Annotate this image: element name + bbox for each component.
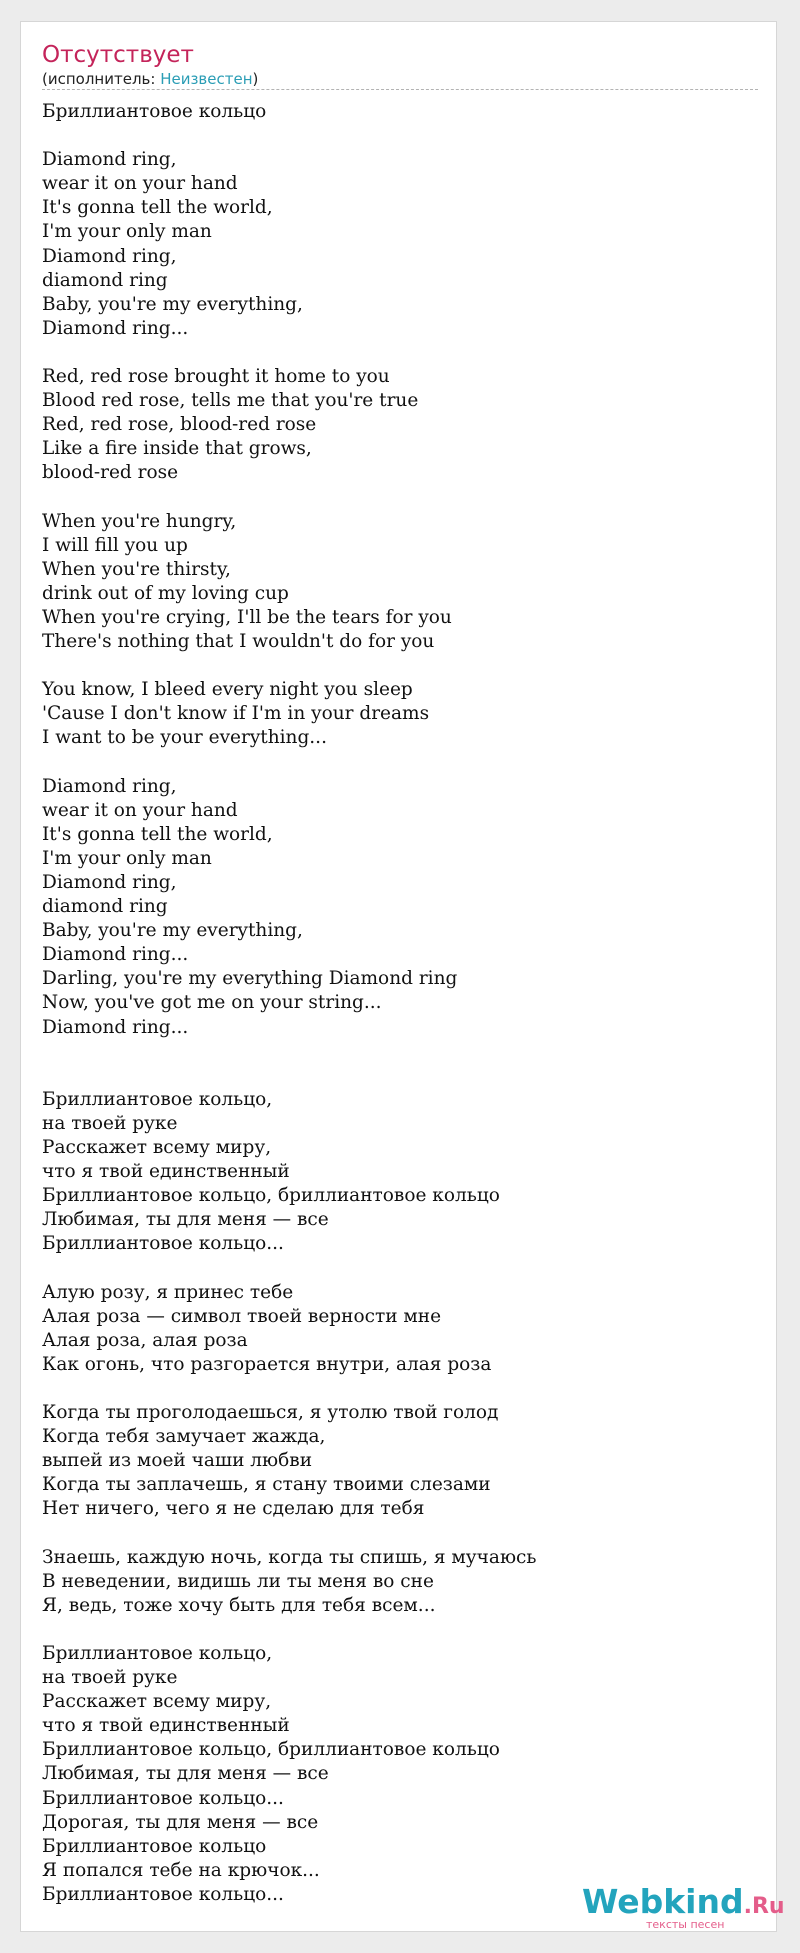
lyrics-blank-line [42,1040,758,1064]
lyrics-line: When you're crying, I'll be the tears for you [42,606,452,628]
lyrics-line: Когда ты заплачешь, я стану твоими слезами [42,1474,491,1496]
lyrics-line: You know, I bleed every night you sleep [42,679,413,701]
lyrics-line: Darling, you're my everything Diamond ring [42,968,458,990]
lyrics-line: I'm your only man [42,221,212,243]
lyrics-line: Diamond ring... [42,944,189,966]
artist-link[interactable]: Неизвестен [160,70,253,88]
lyrics-line: Baby, you're my everything, [42,293,303,315]
lyrics-line: I will fill you up [42,534,188,556]
lyrics-line: diamond ring [42,269,168,291]
lyrics-line: Дорогая, ты для меня — все [42,1811,319,1833]
lyrics-blank-line [42,124,758,148]
lyrics-line: на твоей руке [42,1112,178,1134]
lyrics-blank-line [42,1618,758,1642]
artist-line [42,69,258,89]
lyrics-line: Когда ты проголодаешься, я утолю твой голод [42,1402,499,1424]
logo-name: Webkind [582,1882,744,1921]
logo-tld: .Ru [743,1894,785,1919]
lyrics-line: Бриллиантовое кольцо, [42,1643,273,1664]
lyrics-line: When you're thirsty, [42,558,231,580]
lyrics-line: Бриллиантовое кольцо... [42,1883,284,1905]
song-title: Отсутствует [42,42,194,68]
lyrics-line: blood-red rose [42,462,179,484]
lyrics-line: что я твой единственный [42,1161,290,1183]
lyrics-line: Diamond ring... [42,1016,189,1038]
lyrics-line: Знаешь, каждую ночь, когда ты спишь, я мучаюсь [42,1546,537,1568]
lyrics-line: Нет ничего, чего я не сделаю для тебя [42,1498,425,1520]
lyrics-line: Now, you've got me on your string... [42,992,382,1014]
lyrics-blank-line [42,1377,758,1401]
lyrics-blank-line [42,1522,758,1546]
lyrics-line: I want to be your everything... [42,727,327,749]
lyrics-line: Когда тебя замучает жажда, [42,1426,326,1448]
lyrics-line: Бриллиантовое кольцо [42,101,267,122]
lyrics-line: Бриллиантовое кольцо, бриллиантовое кольцо [42,1185,500,1207]
lyrics-line: Как огонь, что разгорается внутри, алая роза [42,1353,492,1375]
lyrics-blank-line [42,654,758,678]
lyrics-blank-line [42,1257,758,1281]
lyrics-line: Бриллиантовое кольцо... [42,1787,284,1809]
lyrics-line: Бриллиантовое кольцо... [42,1233,284,1255]
lyrics-line: Diamond ring, [42,872,177,893]
lyrics-line: There's nothing that I wouldn't do for you [42,631,435,653]
site-logo[interactable] [582,1882,785,1932]
lyrics-line: Расскажет всему миру, [42,1137,272,1159]
lyrics-line: Diamond ring, [42,245,177,267]
lyrics-line: Бриллиантовое кольцо, [42,1088,273,1110]
lyrics-line: When you're hungry, [42,510,237,532]
lyrics-line: Diamond ring... [42,317,189,339]
lyrics-line: diamond ring [42,896,168,918]
lyrics-line: Бриллиантовое кольцо [42,1835,267,1857]
lyrics-line: Я, ведь, тоже хочу быть для тебя всем... [42,1594,436,1616]
lyrics-line: wear it on your hand [42,799,238,821]
lyrics-line: wear it on your hand [42,173,238,195]
lyrics-blank-line [42,341,758,365]
logo-tagline: тексты песен [646,1918,725,1931]
lyrics-line: на твоей руке [42,1667,178,1689]
lyrics-line: Алая роза, алая роза [42,1329,248,1351]
lyrics-line: В неведении, видишь ли ты меня во сне [42,1570,434,1592]
lyrics-line: Diamond ring, [42,775,177,797]
artist-prefix: (исполнитель: [42,70,161,88]
lyrics-blank-line [42,751,758,775]
lyrics-line: Red, red rose, blood-red rose [42,414,317,436]
lyrics-line: Расскажет всему миру, [42,1691,272,1713]
lyrics-text [42,100,758,1907]
lyrics-line: Алая роза — символ твоей верности мне [42,1305,442,1327]
lyrics-line: Любимая, ты для меня — все [42,1209,329,1231]
lyrics-line: Diamond ring, [42,149,177,171]
lyrics-line: Алую розу, я принес тебе [42,1281,294,1303]
lyrics-line: I'm your only man [42,847,212,869]
lyrics-line: Baby, you're my everything, [42,920,303,942]
lyrics-line: It's gonna tell the world, [42,197,273,219]
lyrics-line: It's gonna tell the world, [42,823,273,845]
lyrics-line: Like a fire inside that grows, [42,438,312,460]
title-divider [42,89,758,90]
artist-suffix: ) [252,70,259,88]
lyrics-line: выпей из моей чаши любви [42,1450,313,1472]
lyrics-line: Любимая, ты для меня — все [42,1763,329,1785]
lyrics-line: 'Cause I don't know if I'm in your dreams [42,703,430,725]
lyrics-line: Blood red rose, tells me that you're true [42,390,419,412]
lyrics-blank-line [42,486,758,510]
lyrics-line: Я попался тебе на крючок... [42,1859,320,1881]
lyrics-line: Бриллиантовое кольцо, бриллиантовое кольцо [42,1739,500,1761]
lyrics-line: drink out of my loving cup [42,582,289,604]
lyrics-line: Red, red rose brought it home to you [42,366,390,388]
lyrics-blank-line [42,1064,758,1088]
lyrics-line: что я твой единственный [42,1715,290,1737]
